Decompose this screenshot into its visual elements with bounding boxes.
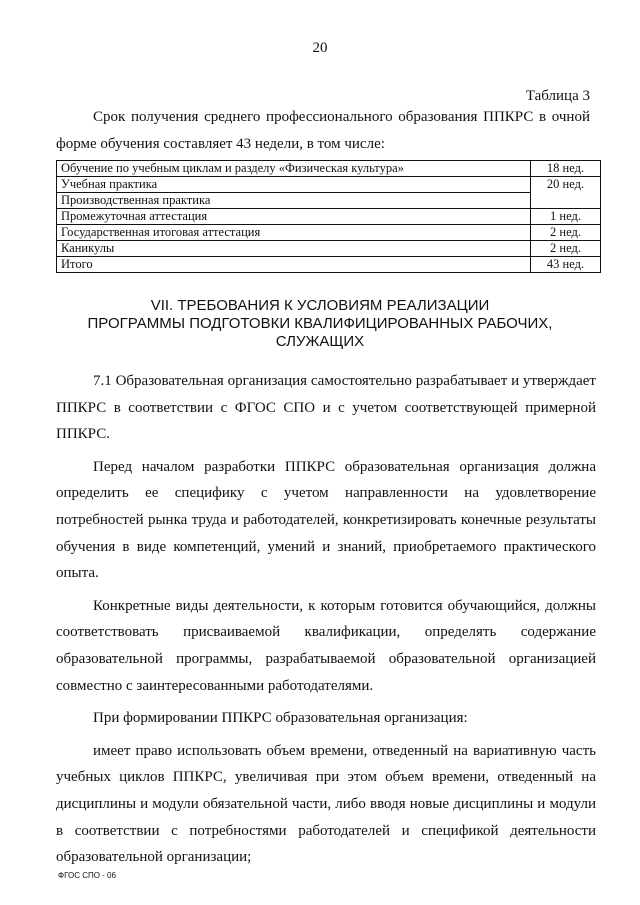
table-cell-value: 18 нед. bbox=[531, 161, 601, 177]
table-cell-label: Учебная практика bbox=[57, 177, 531, 193]
table-cell-label: Государственная итоговая аттестация bbox=[57, 225, 531, 241]
table-row bbox=[57, 257, 601, 273]
paragraph: При формировании ППКРС образовательная организация: bbox=[93, 710, 468, 727]
table-row bbox=[57, 225, 601, 241]
section-title bbox=[60, 297, 580, 351]
table-row bbox=[57, 177, 601, 193]
table-cell-label: Обучение по учебным циклам и разделу «Физическая культура» bbox=[57, 161, 531, 177]
paragraph: имеет право использовать объем времени, отведенный на вариативную часть учебных циклов ППКРС, увеличивая при этом объем времени, отведенный на дисциплины и модули обязательной части, либо вводя новые дисциплины и модули в соответствии с потребностями работодателей и спецификой деятельности образовательной организации; bbox=[56, 742, 596, 866]
paragraph: 7.1 Образовательная организация самостоятельно разрабатывает и утверждает ППКРС в соответствии с ФГОС СПО и с учетом соответствующей примерной ППКРС. bbox=[56, 373, 596, 443]
table-row bbox=[57, 241, 601, 257]
table-caption: Таблица 3 bbox=[525, 88, 590, 104]
table-cell-value: 2 нед. bbox=[531, 225, 601, 241]
table-row bbox=[57, 209, 601, 225]
table-cell-value: 1 нед. bbox=[531, 209, 601, 225]
table-cell-label: Производственная практика bbox=[57, 193, 531, 209]
table-cell-value: 43 нед. bbox=[531, 257, 601, 273]
table-cell-value: 20 нед. bbox=[531, 177, 601, 209]
table-cell-label: Промежуточная аттестация bbox=[57, 209, 531, 225]
paragraph: Перед началом разработки ППКРС образовательная организация должна определить ее специфику с учетом направленности на удовлетворение потребностей рынка труда и работодателей, конкретизировать конечные результаты обучения в виде компетенций, умений и знаний, приобретаемого практического опыта. bbox=[56, 458, 596, 582]
page-number: 20 bbox=[312, 40, 328, 56]
table-cell-label: Итого bbox=[57, 257, 531, 273]
footer-code: ФГОС СПО - 06 bbox=[58, 871, 116, 880]
paragraph: Конкретные виды деятельности, к которым готовится обучающийся, должны соответствовать присваиваемой квалификации, определять содержание образовательной программы, разрабатываемой образовательной организацией совместно с заинтересованными работодателями. bbox=[56, 597, 596, 694]
body-text bbox=[56, 368, 596, 871]
table-cell-label: Каникулы bbox=[57, 241, 531, 257]
section-title-line: ПРОГРАММЫ ПОДГОТОВКИ КВАЛИФИЦИРОВАННЫХ РАБОЧИХ, bbox=[87, 315, 553, 332]
table-row bbox=[57, 193, 601, 209]
table-cell-value: 2 нед. bbox=[531, 241, 601, 257]
section-title-line: СЛУЖАЩИХ bbox=[275, 333, 365, 350]
table-row bbox=[57, 161, 601, 177]
section-title-line: VII. ТРЕБОВАНИЯ К УСЛОВИЯМ РЕАЛИЗАЦИИ bbox=[150, 297, 490, 314]
study-weeks-table bbox=[56, 160, 601, 273]
intro-text: Срок получения среднего профессионального образования ППКРС в очной форме обучения составляет 43 недели, в том числе: bbox=[56, 109, 590, 152]
